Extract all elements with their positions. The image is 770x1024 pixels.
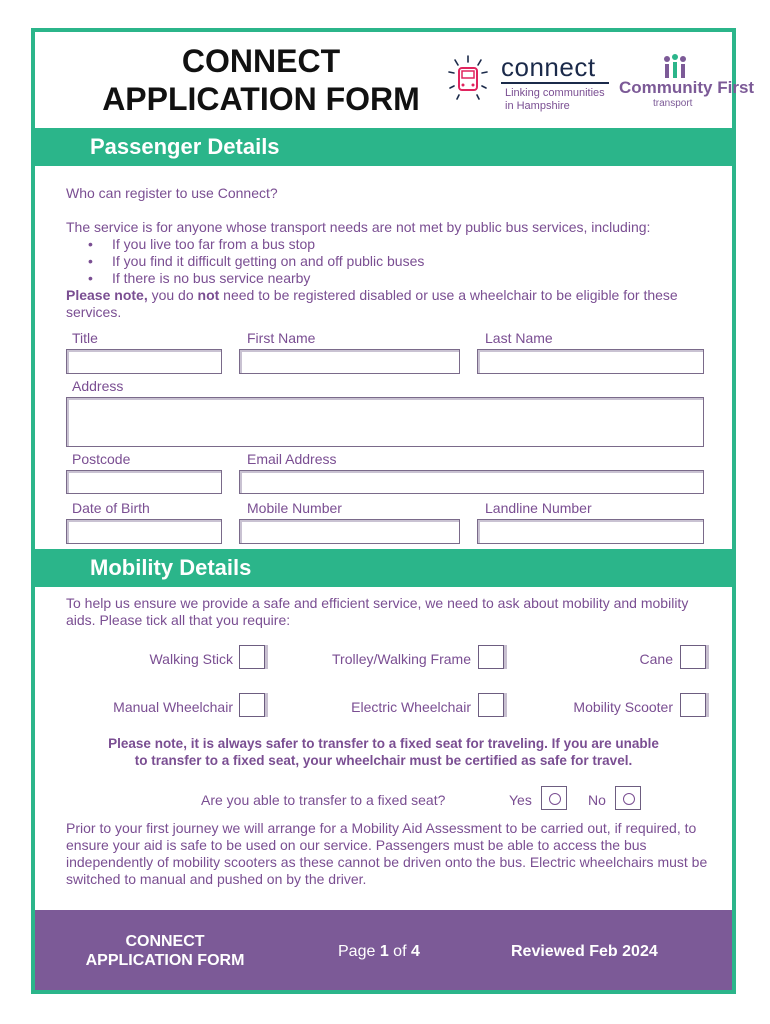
connect-wordmark: connect [501,52,596,82]
electric-wheelchair-checkbox[interactable] [478,693,504,717]
mobility-details-header: Mobility Details [35,549,732,587]
walking-stick-label: Walking Stick [149,651,233,667]
assessment-text: Prior to your first journey we will arrange for a Mobility Aid Assessment to be carried out, if required, to ensure your aid is safe to be used on our service. Passengers must be able to access the bus independently of mobility scooters as these cannot be driven onto the bus. Electric wheelchairs must be switched to manual and pushed on by the driver. [66,820,708,887]
mobility-intro: To help us ensure we provide a safe and efficient service, we need to ask about mobility and mobility aids. Please tick all that you require: [66,595,689,628]
walking-stick-checkbox[interactable] [239,645,265,669]
first-name-field[interactable] [239,349,460,374]
first-name-label: First Name [247,330,316,346]
community-first-logo [619,54,755,110]
title-field[interactable] [66,349,222,374]
footer-form-name: CONNECT APPLICATION FORM [85,933,245,969]
mobile-label: Mobile Number [247,500,342,516]
community-first-sub: transport [653,98,693,109]
bus-icon [445,54,491,104]
page-number: Page 1 of 4 [338,943,420,960]
cane-label: Cane [639,651,673,667]
form-page [31,28,755,994]
intro-text: The service is for anyone whose transport needs are not met by public bus services, including: [66,219,651,235]
mobility-scooter-checkbox[interactable] [680,693,706,717]
electric-wheelchair-label: Electric Wheelchair [351,699,471,715]
eligibility-note: Please note, you do not need to be registered disabled or use a wheelchair to be eligible for these services. [66,287,678,320]
landline-label: Landline Number [485,500,592,516]
last-name-label: Last Name [485,330,553,346]
last-name-field[interactable] [477,349,704,374]
trolley-label: Trolley/Walking Frame [332,651,471,667]
landline-field[interactable] [477,519,704,544]
community-first-wordmark: Community First [619,78,755,97]
cane-checkbox[interactable] [680,645,706,669]
address-label: Address [72,378,124,394]
transfer-yes-radio[interactable] [541,786,567,810]
manual-wheelchair-checkbox[interactable] [239,693,265,717]
transfer-question: Are you able to transfer to a fixed seat? [201,792,446,808]
dob-label: Date of Birth [72,500,150,516]
manual-wheelchair-label: Manual Wheelchair [113,699,233,715]
connect-logo [445,50,615,110]
email-field[interactable] [239,470,704,494]
title-label: Title [72,330,98,346]
transfer-warning: Please note, it is always safer to transfer to a fixed seat for traveling. If you are unable to transfer to a fixed seat, your wheelchair must be certified as safe for travel. [108,736,659,768]
passenger-details-header: Passenger Details [35,128,732,166]
list-item: • If you find it difficult getting on and off public buses [66,253,711,270]
passenger-intro [66,185,711,321]
page-footer [35,910,732,990]
list-item: • If you live too far from a bus stop [66,236,711,253]
email-label: Email Address [247,451,337,467]
page-title: CONNECT APPLICATION FORM [102,43,420,117]
trolley-checkbox[interactable] [478,645,504,669]
yes-label: Yes [509,792,532,808]
question-text: Who can register to use Connect? [66,185,278,201]
connect-tagline-2: in Hampshire [505,100,570,112]
list-item: • If there is no bus service nearby [66,270,711,287]
mobility-scooter-label: Mobility Scooter [573,699,673,715]
connect-tagline: Linking communities [505,87,605,99]
eligibility-list [66,236,711,287]
mobile-field[interactable] [239,519,460,544]
people-icon [655,54,695,80]
postcode-field[interactable] [66,470,222,494]
dob-field[interactable] [66,519,222,544]
reviewed-date: Reviewed Feb 2024 [511,943,658,960]
no-label: No [588,792,606,808]
address-field[interactable] [66,397,704,447]
transfer-no-radio[interactable] [615,786,641,810]
postcode-label: Postcode [72,451,131,467]
